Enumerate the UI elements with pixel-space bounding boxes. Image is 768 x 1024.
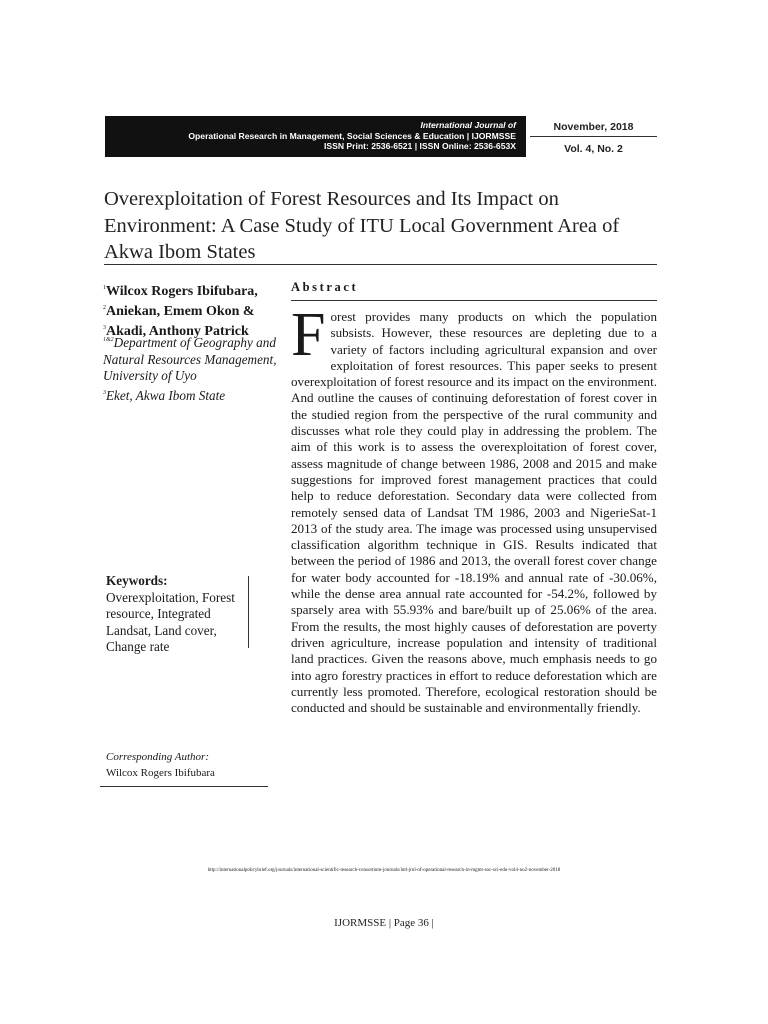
corresponding-author-name: Wilcox Rogers Ibifubara <box>106 767 215 779</box>
abstract-text: orest provides many products on which the population subsists. However, these resources are depleting due to a variety of factors including agricultural expansion and over exploitation of forest resources. This paper seeks to present overexploitation of forest resource and its impact on the environment. And outline the causes of continuing deforestation of forest cover in the studied region from the perspective of the rural community and discusses what role they could play in addressing the problem. The aim of this work is to assess the overexploitation of forest cover, assess magnitude of change between 1986, 2008 and 2015 and make suggestions for improved forest management practices that could help to reduce deforestation. Secondary data were collected from remotely sensed data of Landsat TM 1986, 2003 and NigerieSat-1 2013 of the study area. The image was processed using unsupervised classification algorithm technique in GIS. Results indicated that between the period of 1986 and 2013, the overall forest cover change for water body accounted for -18.19% and annual rate of -30.06%, while the dense area annual rate accounted for -54.2%, followed by sparsely area with 55.93% and bare/built up of 25.06% of the area. From the results, the most highly causes of deforestation are poverty driven agriculture, increase population and intensity of traditional land practices. Given the reasons above, much emphasis needs to go into agro forestry practices in effort to reduce deforestation which are currently less promoted. Therefore, ecological restoration should be conducted and should be sustainable and environmentally friendly. <box>291 309 657 716</box>
keywords-heading: Keywords: <box>106 573 168 588</box>
author-2: $^2$Aniekan, Emem Okon & <box>103 304 255 319</box>
author-list <box>103 280 283 340</box>
corresponding-author-label: Corresponding Author: <box>106 751 209 763</box>
journal-name-line1: International Journal of <box>420 120 516 130</box>
abstract-heading: Abstract <box>291 280 359 294</box>
title-divider <box>104 264 657 265</box>
abstract-dropcap: F <box>291 301 326 369</box>
abstract-body <box>291 301 657 716</box>
issue-date: November, 2018 <box>553 121 634 133</box>
corresponding-author-block <box>106 749 266 781</box>
issue-info <box>530 116 657 157</box>
journal-url: http://internationalpolicybrief.org/journals/international-scientific-research-consortium-journals/intl-jrnl-of-operational-research-in-mgmt-soc-sci-edu-vol4-no2-november-2018 <box>207 868 561 873</box>
affiliation: $^{1\&2}$Department of Geography and Natural Resources Management, University of Uyo $^3$Eket, Akwa Ibom State <box>103 335 277 403</box>
corresponding-divider <box>100 786 268 787</box>
author-1: $^1$Wilcox Rogers Ibifubara, <box>103 284 258 299</box>
affiliation-university: University of Uyo <box>103 368 197 383</box>
keywords-text: Overexploitation, Forest resource, Integrated Landsat, Land cover, Change rate <box>106 589 235 654</box>
issue-volume: Vol. 4, No. 2 <box>564 143 623 155</box>
issue-divider <box>530 136 657 137</box>
affiliation-department: Department of Geography and Natural Resources Management, <box>103 335 277 367</box>
journal-issn: ISSN Print: 2536-6521 | ISSN Online: 2536-653X <box>323 141 516 151</box>
abstract-divider <box>291 300 657 301</box>
paper-title: Overexploitation of Forest Resources and Its Impact on Environment: A Case Study of ITU Local Government Area of Akwa Ibom States <box>104 188 620 263</box>
author-3: $^3$Akadi, Anthony Patrick <box>103 324 249 339</box>
journal-name-line2: Operational Research in Management, Social Sciences & Education | IJORMSSE <box>188 130 516 141</box>
journal-header-box <box>105 116 526 157</box>
keywords-divider <box>248 576 249 648</box>
affiliation-location: Eket, Akwa Ibom State <box>106 387 226 403</box>
page-footer: IJORMSSE | Page 36 | <box>334 917 434 929</box>
keywords-block <box>106 573 246 656</box>
